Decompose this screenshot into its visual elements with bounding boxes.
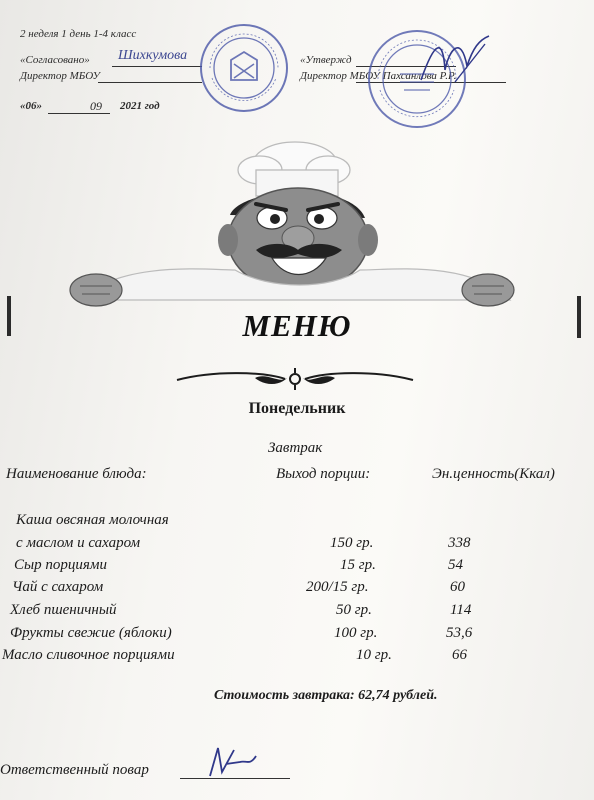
menu-title: МЕНЮ: [242, 308, 352, 343]
dish-name: Каша овсяная молочная: [16, 512, 169, 528]
dish-name: Чай с сахаром: [12, 579, 104, 595]
dish-portion: 100 гр.: [334, 625, 378, 641]
dish-energy: 66: [452, 647, 467, 663]
dish-energy: 53,6: [446, 625, 473, 641]
chef-illustration: [60, 140, 530, 310]
day-of-week: Понедельник: [248, 400, 346, 417]
dish-name: Хлеб пшеничный: [10, 602, 117, 618]
column-header-energy: Эн.ценность(Ккал): [432, 466, 555, 482]
agreed-label: «Согласовано»: [20, 54, 90, 66]
director-right-label: Директор МБОУ Пахсанлова Р.Р.: [300, 70, 457, 82]
dish-energy: 60: [450, 579, 465, 595]
date-day: «06»: [20, 100, 42, 112]
director-left-line: [98, 82, 202, 83]
dish-energy: 338: [448, 535, 471, 551]
director-left-label: Директор МБОУ: [20, 70, 100, 82]
dish-name: с маслом и сахаром: [16, 535, 141, 551]
dish-portion: 10 гр.: [356, 647, 392, 663]
dish-name: Масло сливочное порциями: [2, 647, 175, 663]
dish-name: Фрукты свежие (яблоки): [10, 625, 172, 641]
agreed-signature: Шихкумова: [118, 48, 188, 63]
breakfast-cost: Стоимость завтрака: 62,74 рублей.: [214, 688, 438, 703]
school-stamp-left: [198, 22, 290, 114]
director-signature: [415, 30, 495, 90]
dish-energy: 54: [448, 557, 463, 573]
dish-portion: 50 гр.: [336, 602, 372, 618]
dish-name: Сыр порциями: [14, 557, 107, 573]
decorative-divider: [175, 366, 415, 392]
responsible-cook-label: Ответственный повар: [0, 762, 149, 778]
cook-signature: [200, 742, 260, 782]
date-year: 2021 год: [120, 100, 160, 112]
week-day-class-line: 2 неделя 1 день 1-4 класс: [20, 28, 137, 40]
column-header-portion: Выход порции:: [276, 466, 371, 482]
dish-portion: 15 гр.: [340, 557, 376, 573]
meal-name: Завтрак: [268, 440, 323, 456]
agreed-signature-line: [112, 66, 202, 67]
dish-portion: 150 гр.: [330, 535, 374, 551]
column-header-name: Наименование блюда:: [6, 466, 147, 482]
date-month: 09: [90, 99, 102, 113]
approved-label: «Утвержд: [300, 54, 352, 66]
dish-energy: 114: [450, 602, 472, 618]
dish-portion: 200/15 гр.: [306, 579, 369, 595]
